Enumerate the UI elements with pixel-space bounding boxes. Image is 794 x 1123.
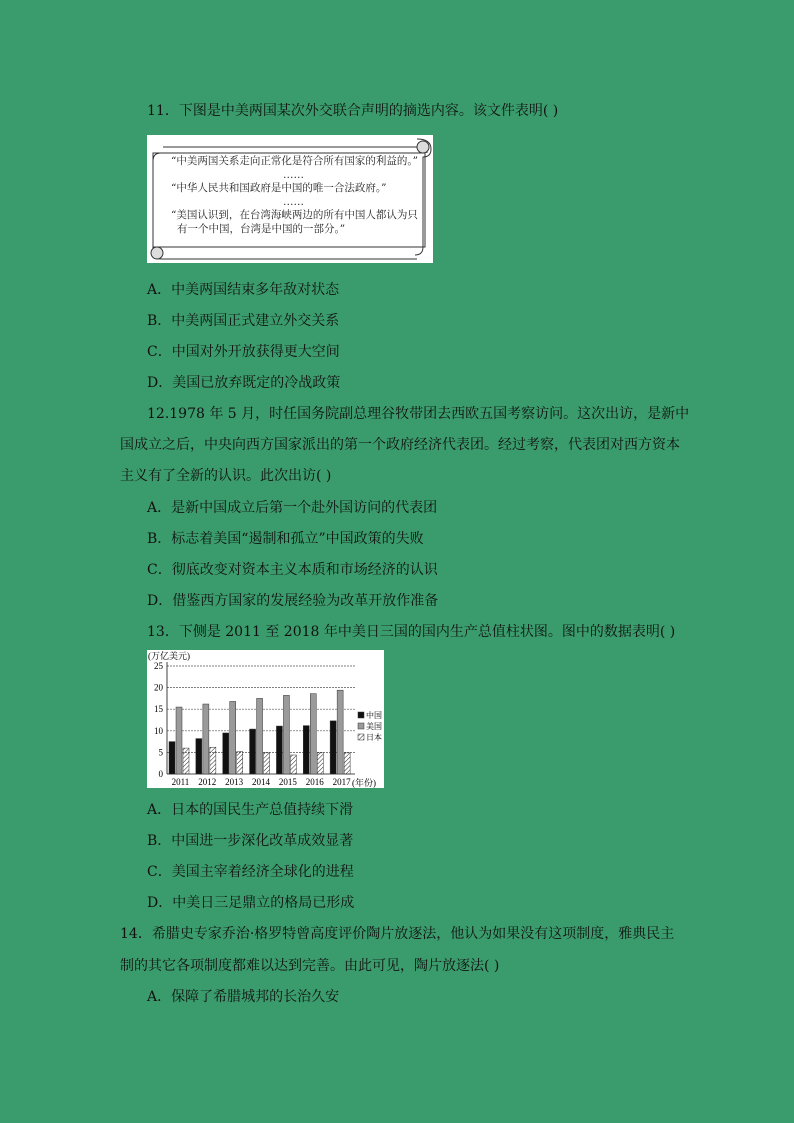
scroll-line-4: 有一个中国，台湾是中国的一部分。” <box>177 223 346 235</box>
bar-中国-2016 <box>303 726 309 774</box>
q14-stem-line-2: 制的其它各项制度都难以达到完善。由此可见，陶片放逐法( ) <box>120 958 500 974</box>
q12-option-c: C．彻底改变对资本主义本质和市场经济的认识 <box>147 562 438 578</box>
q13-option-d: D．中美日三足鼎立的格局已形成 <box>147 895 355 911</box>
q11-option-b: B．中美两国正式建立外交关系 <box>147 313 340 329</box>
bar-日本-2015 <box>290 755 296 774</box>
q14-option-a: A．保障了希腊城邦的长治久安 <box>147 989 340 1005</box>
bar-美国-2015 <box>283 695 289 774</box>
y-tick-label: 20 <box>154 682 163 693</box>
x-axis-label: (年份) <box>352 778 376 788</box>
bar-中国-2012 <box>196 739 202 774</box>
legend-swatch-美国 <box>358 723 364 729</box>
y-tick-label: 10 <box>154 725 163 736</box>
q11-option-d: D．美国已放弃既定的冷战政策 <box>147 375 341 391</box>
q11-scroll-image <box>147 135 433 263</box>
bar-中国-2013 <box>223 733 229 774</box>
q11-stem: 11．下图是中美两国某次外交联合声明的摘选内容。该文件表明( ) <box>147 103 559 119</box>
legend-swatch-中国 <box>358 712 364 718</box>
y-tick-label: 0 <box>158 769 163 779</box>
y-tick-label: 5 <box>158 747 163 758</box>
q13-option-c: C．美国主宰着经济全球化的进程 <box>147 864 354 880</box>
gdp-bar-chart <box>147 650 384 788</box>
legend-label-中国: 中国 <box>366 711 382 720</box>
bar-日本-2013 <box>237 752 243 774</box>
q14-stem-line-1: 14．希腊史专家乔治·格罗特曾高度评价陶片放逐法，他认为如果没有这项制度，雅典民主 <box>120 926 675 942</box>
chart-svg <box>147 650 384 788</box>
x-tick-label: 2014 <box>252 777 270 787</box>
x-tick-label: 2016 <box>305 777 324 787</box>
q11-option-a: A．中美两国结束多年敌对状态 <box>147 282 340 298</box>
q12-stem-line-3: 主义有了全新的认识。此次出访( ) <box>120 468 332 484</box>
bar-日本-2014 <box>264 753 270 774</box>
q13-stem: 13．下侧是 2011 至 2018 年中美日三国的国内生产总值柱状图。图中的数据表明( ) <box>147 624 676 640</box>
bar-美国-2016 <box>310 694 316 774</box>
bar-美国-2013 <box>230 701 236 774</box>
bar-美国-2012 <box>203 704 209 774</box>
bar-美国-2017 <box>337 690 343 774</box>
x-tick-label: 2011 <box>171 777 190 787</box>
x-tick-label: 2015 <box>278 777 297 787</box>
legend-label-美国: 美国 <box>366 722 382 731</box>
scroll-line-2: “中华人民共和国政府是中国的唯一合法政府。” <box>171 182 387 194</box>
q11-option-c: C．中国对外开放获得更大空间 <box>147 344 340 360</box>
bar-美国-2014 <box>257 698 263 774</box>
scroll-line-1: “中美两国关系走向正常化是符合所有国家的利益的。” <box>171 155 418 167</box>
q12-option-a: A．是新中国成立后第一个赴外国访问的代表团 <box>147 500 438 516</box>
q12-option-d: D．借鉴西方国家的发展经验为改革开放作准备 <box>147 593 439 609</box>
bar-中国-2017 <box>330 721 336 774</box>
bar-美国-2011 <box>176 707 182 774</box>
bar-中国-2011 <box>169 742 175 774</box>
y-tick-label: 25 <box>154 661 163 671</box>
x-tick-label: 2017 <box>332 777 351 787</box>
bar-中国-2014 <box>250 729 256 774</box>
bar-日本-2016 <box>317 753 323 774</box>
q12-stem-line-2: 国成立之后，中央向西方国家派出的第一个政府经济代表团。经过考察，代表团对西方资本 <box>120 437 680 453</box>
scroll-ellipsis-2: …… <box>283 196 304 208</box>
q12-option-b: B．标志着美国“遏制和孤立”中国政策的失败 <box>147 531 424 547</box>
q13-option-a: A．日本的国民生产总值持续下滑 <box>147 802 354 818</box>
legend-swatch-日本 <box>358 734 364 740</box>
bar-日本-2011 <box>183 748 189 774</box>
x-tick-label: 2013 <box>225 777 244 787</box>
legend-label-日本: 日本 <box>366 733 382 742</box>
y-axis-label: (万亿美元) <box>148 651 190 661</box>
scroll-ellipsis-1: …… <box>283 169 304 181</box>
q13-option-b: B．中国进一步深化改革成效显著 <box>147 833 354 849</box>
x-tick-label: 2012 <box>198 777 217 787</box>
bar-日本-2017 <box>344 753 350 774</box>
scroll-line-3: “美国认识到，在台湾海峡两边的所有中国人都认为只 <box>171 209 418 221</box>
bar-日本-2012 <box>210 747 216 774</box>
q12-stem-line-1: 12.1978 年 5 月，时任国务院副总理谷牧带团去西欧五国考察访问。这次出访，是新中 <box>147 406 690 422</box>
y-tick-label: 15 <box>154 704 163 715</box>
bar-中国-2015 <box>276 726 282 774</box>
